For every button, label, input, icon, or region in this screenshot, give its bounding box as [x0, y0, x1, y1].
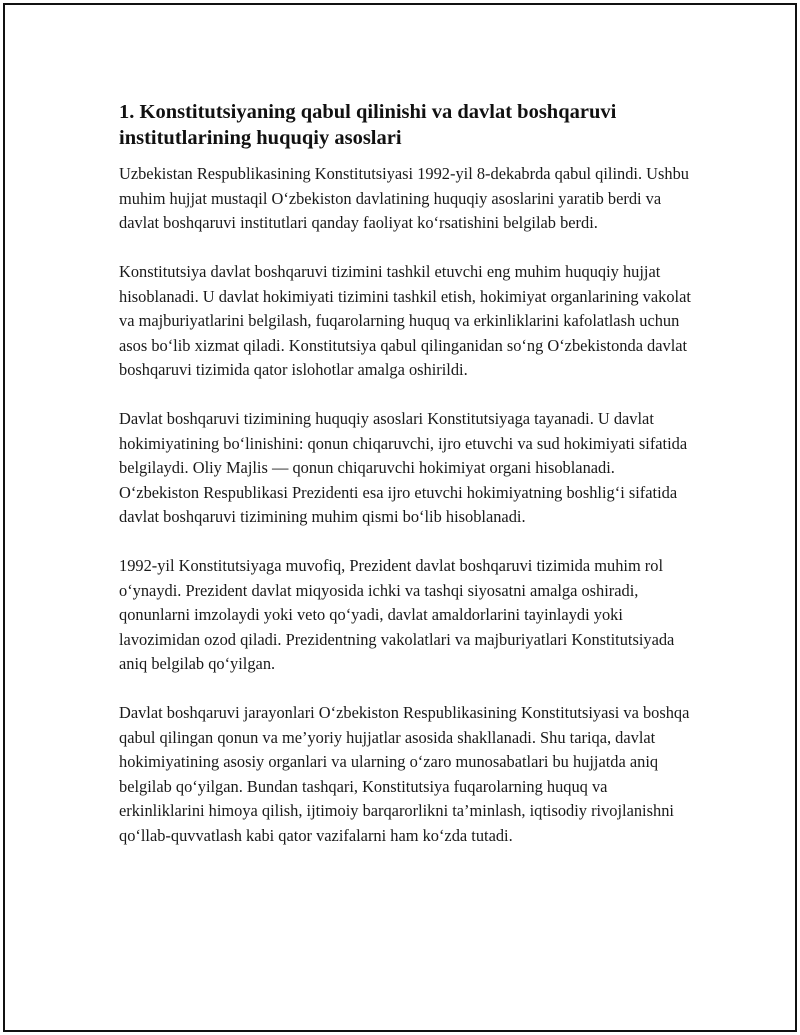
paragraph: Uzbekistan Respublikasining Konstitutsiyasi 1992-yil 8-dekabrda qabul qilindi. Ushbu muhim hujjat mustaqil O‘zbekiston davlatining huquqiy asoslarini yaratib berdi va davlat boshqaruvi institutlari qanday faoliyat ko‘rsatishini belgilab berdi.: [119, 164, 689, 232]
page-frame: [3, 3, 797, 1032]
paragraph: Davlat boshqaruvi tizimining huquqiy asoslari Konstitutsiyaga tayanadi. U davlat hokimiyatining bo‘linishini: qonun chiqaruvchi, ijro etuvchi va sud hokimiyati sifatida belgilaydi. Oliy Majlis — qonun chiqaruvchi hokimiyat organi hisoblanadi. O‘zbekiston Respublikasi Prezidenti esa ijro etuvchi hokimiyatning boshlig‘i sifatida davlat boshqaruvi tizimining muhim qismi bo‘lib hisoblanadi.: [119, 409, 688, 526]
paragraph: Konstitutsiya davlat boshqaruvi tizimini tashkil etuvchi eng muhim huquqiy hujjat hisoblanadi. U davlat hokimiyati tizimini tashkil etish, hokimiyat organlarining vakolat va majburiyatlarini belgilash, fuqarolarning huquq va erkinliklarini kafolatlash uchun asos bo‘lib xizmat qiladi. Konstitutsiya qabul qilinganidan so‘ng O‘zbekistonda davlat boshqaruvi tizimida qator islohotlar amalga oshirildi.: [119, 262, 691, 379]
paragraph: Davlat boshqaruvi jarayonlari O‘zbekiston Respublikasining Konstitutsiyasi va boshqa qabul qilingan qonun va me’yoriy hujjatlar asosida shakllanadi. Shu tariqa, davlat hokimiyatining asosiy organlari va ularning o‘zaro munosabatlari bu hujjatda aniq belgilab qo‘yilgan. Bundan tashqari, Konstitutsiya fuqarolarning huquq va erkinliklarini himoya qilish, ijtimoiy barqarorlikni ta’minlash, iqtisodiy rivojlanishni qo‘llab-quvvatlash kabi qator vazifalarni ham ko‘zda tutadi.: [119, 703, 690, 845]
section-title: 1. Konstitutsiyaning qabul qilinishi va davlat boshqaruvi institutlarining huquqiy asoslari: [119, 101, 617, 149]
paragraph: 1992-yil Konstitutsiyaga muvofiq, Prezident davlat boshqaruvi tizimida muhim rol o‘ynaydi. Prezident davlat miqyosida ichki va tashqi siyosatni amalga oshiradi, qonunlarni imzolaydi yoki veto qo‘yadi, davlat amaldorlarini tayinlaydi yoki lavozimidan ozod qiladi. Prezidentning vakolatlari va majburiyatlari Konstitutsiyada aniq belgilab qo‘yilgan.: [119, 556, 675, 673]
document-body: [119, 99, 694, 873]
